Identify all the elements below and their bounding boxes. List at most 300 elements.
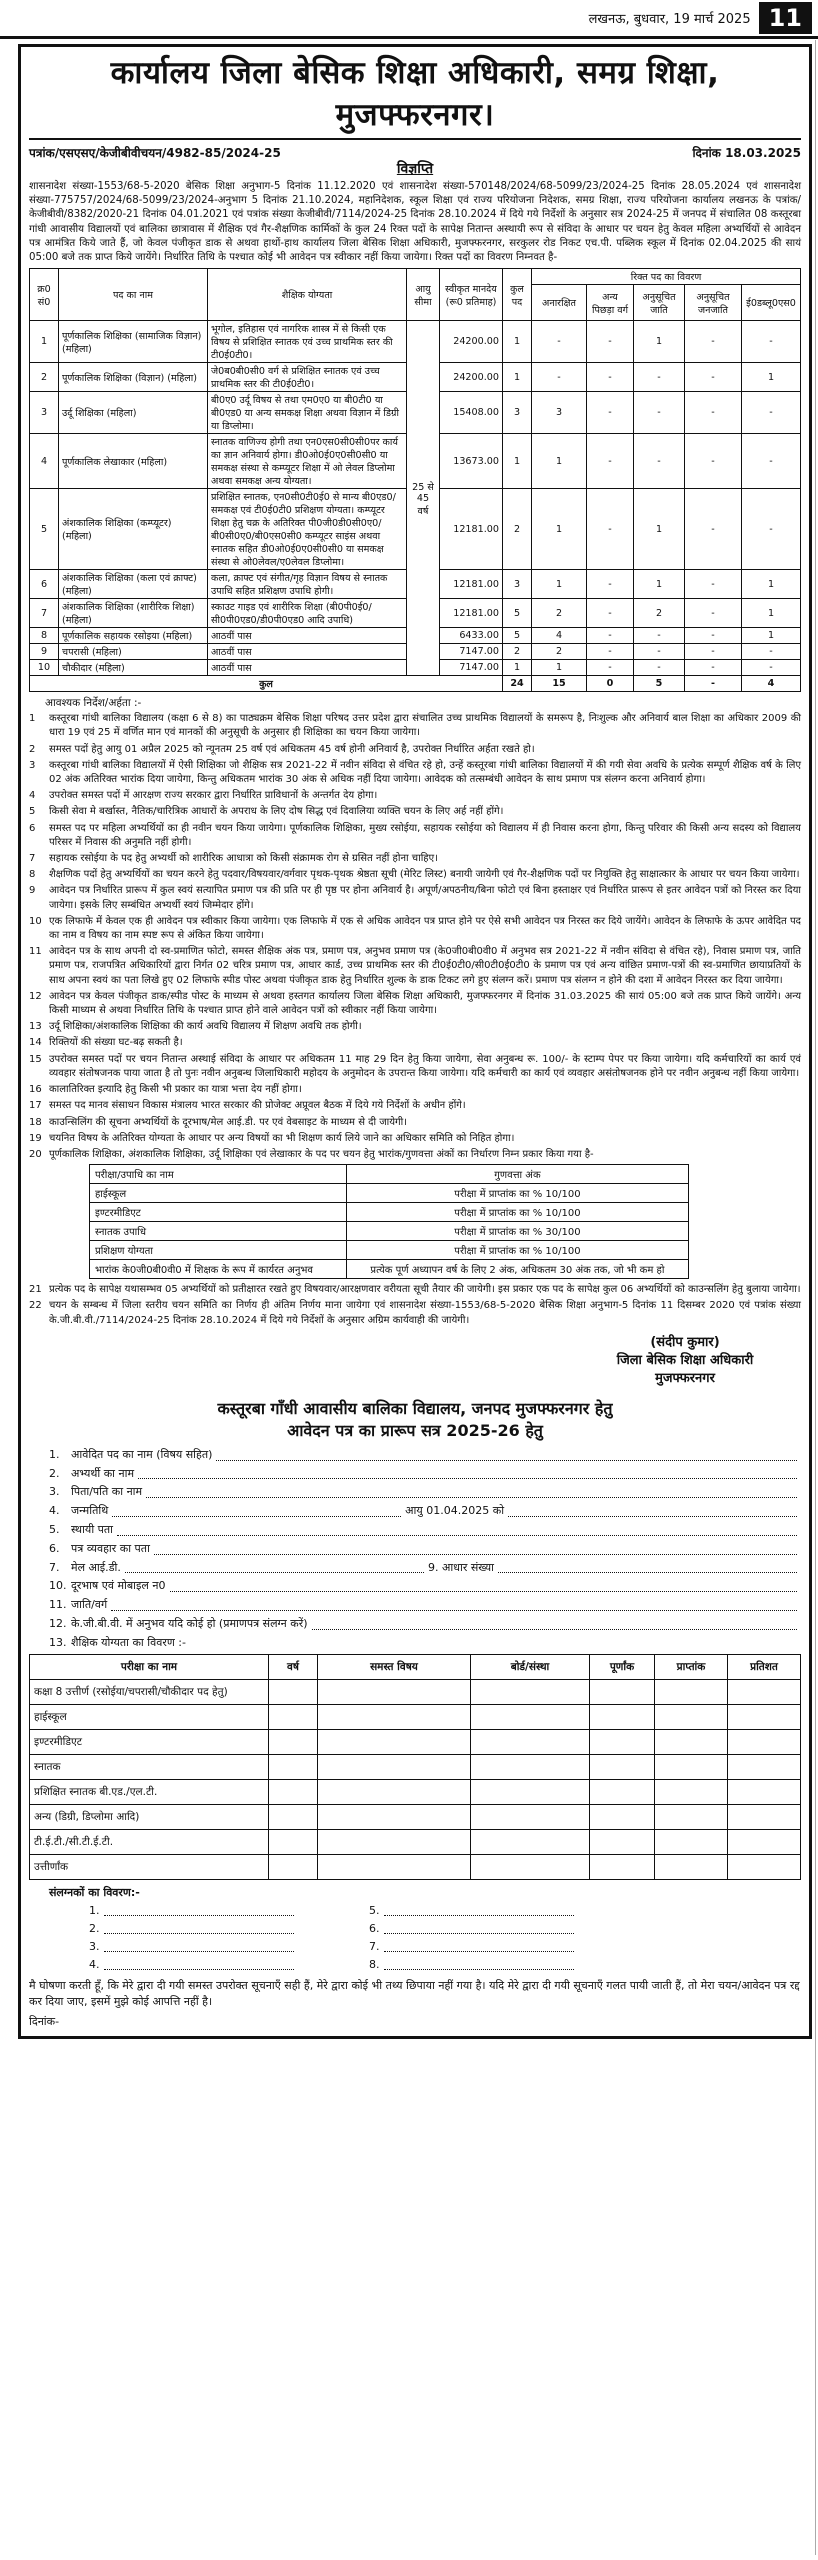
- condition-number: 1: [29, 713, 36, 725]
- form-field: [49, 1559, 801, 1578]
- vacancy-cell-qual: आठवीं पास: [208, 628, 407, 644]
- qual-blank-cell[interactable]: [728, 1780, 801, 1805]
- attachment-blank[interactable]: [104, 1956, 294, 1970]
- vacancy-cell-ews: 1: [742, 599, 801, 628]
- vacancy-cell-qual: आठवीं पास: [208, 660, 407, 676]
- condition-text: चयन के सम्बन्ध में जिला स्तरीय चयन समिति का निर्णय ही अंतिम निर्णय माना जायेगा एवं शासनादेश संख्या-1553/68-5-2020 बेसिक शिक्षा अनुभाग-5 दिनांक 11 दिसम्बर 2020 एवं पत्रांक संख्या के.जी.बी.वी./7114/2024-25 दिनांक 28.10.2024 में दिये गये निर्देशों के अनुसार अग्रिम कार्यवाही की जायेगी।: [49, 1300, 801, 1326]
- vacancy-total-st: -: [685, 676, 742, 692]
- attachment-blank[interactable]: [104, 1920, 294, 1934]
- form-field-blank[interactable]: [112, 1502, 401, 1517]
- vacancy-cell-obc: -: [587, 660, 634, 676]
- form-field-number: 6.: [49, 1541, 60, 1555]
- qual-blank-cell[interactable]: [728, 1730, 801, 1755]
- condition-item: [29, 1116, 801, 1130]
- qual-blank-cell[interactable]: [728, 1680, 801, 1705]
- qual-blank-cell[interactable]: [655, 1780, 728, 1805]
- condition-item: [29, 743, 801, 757]
- qual-blank-cell[interactable]: [318, 1705, 471, 1730]
- qual-blank-cell[interactable]: [269, 1780, 318, 1805]
- vacancy-cell-st: -: [685, 660, 742, 676]
- qual-blank-cell[interactable]: [655, 1705, 728, 1730]
- condition-number: 2: [29, 743, 36, 755]
- condition-item: [29, 759, 801, 787]
- qual-row: [30, 1680, 801, 1705]
- weightage-table: [89, 1164, 689, 1279]
- vacancy-cell-sno: 7: [30, 599, 59, 628]
- form-field: [49, 1615, 801, 1634]
- condition-number: 6: [29, 822, 36, 834]
- form-field-blank[interactable]: [216, 1446, 797, 1461]
- col-st: अनुसूचित जनजाति: [685, 285, 742, 321]
- notice-date: दिनांक 18.03.2025: [692, 146, 801, 160]
- vacancy-cell-sc: 2: [634, 599, 685, 628]
- vacancy-cell-honor: 24200.00: [440, 363, 503, 392]
- form-field-extra-label: 9. आधार संख्या: [427, 1560, 494, 1574]
- form-field-label: जन्मतिथि: [71, 1504, 109, 1518]
- vacancy-cell-sc: -: [634, 660, 685, 676]
- qual-exam-name: टी.ई.टी./सी.टी.ई.टी.: [30, 1830, 269, 1855]
- vacancy-cell-honor: 13673.00: [440, 434, 503, 489]
- vacancy-cell-total: 1: [503, 434, 532, 489]
- qual-blank-cell[interactable]: [318, 1730, 471, 1755]
- qual-blank-cell[interactable]: [318, 1680, 471, 1705]
- vacancy-cell-post: पूर्णकालिक शिक्षिका (सामाजिक विज्ञान) (महिला): [59, 321, 208, 363]
- condition-number: 12: [29, 990, 42, 1002]
- vacancy-total-label: कुल: [30, 676, 503, 692]
- qual-blank-cell[interactable]: [728, 1830, 801, 1855]
- vacancy-cell-total: 3: [503, 570, 532, 599]
- weight-col-marks: गुणवत्ता अंक: [346, 1165, 688, 1184]
- vacancy-cell-post: चौकीदार (महिला): [59, 660, 208, 676]
- qual-exam-name: कक्षा 8 उत्तीर्ण (रसोईया/चपरासी/चौकीदार पद हेतु): [30, 1680, 269, 1705]
- vacancy-cell-honor: 12181.00: [440, 599, 503, 628]
- qual-blank-cell[interactable]: [655, 1830, 728, 1855]
- condition-number: 10: [29, 915, 42, 927]
- vacancy-cell-obc: -: [587, 599, 634, 628]
- qual-blank-cell[interactable]: [471, 1755, 590, 1780]
- vacancy-cell-st: -: [685, 434, 742, 489]
- qual-blank-cell[interactable]: [590, 1755, 655, 1780]
- condition-number: 9: [29, 885, 36, 897]
- condition-text: काउन्सिलिंग की सूचना अभ्यर्थियों के दूरभाष/मेल आई.डी. पर एवं वेबसाइट के माध्यम से दी जायेगी।: [49, 1116, 408, 1128]
- qual-blank-cell[interactable]: [318, 1805, 471, 1830]
- qual-blank-cell[interactable]: [590, 1855, 655, 1880]
- weight-row: [90, 1184, 689, 1203]
- vacancy-cell-honor: 6433.00: [440, 628, 503, 644]
- qual-exam-name: स्नातक: [30, 1755, 269, 1780]
- qual-exam-name: इण्टरमीडिएट: [30, 1730, 269, 1755]
- qual-row: [30, 1805, 801, 1830]
- form-field-blank[interactable]: [111, 1596, 797, 1611]
- form-field-label: पत्र व्यवहार का पता: [71, 1541, 150, 1555]
- attachment-blank[interactable]: [384, 1902, 574, 1916]
- vacancy-cell-honor: 7147.00: [440, 660, 503, 676]
- condition-text: समस्त पद पर महिला अभ्यर्थियों का ही नवीन चयन किया जायेगा। पूर्णकालिक शिक्षिका, मुख्य रसोईया, सहायक रसोईया को विद्यालय में ही निवास करना होगा, किन्तु परिवार की किसी अन्य सदस्य को विद्यालय परिसर में निवास की अनुमति नहीं होगी।: [49, 822, 801, 848]
- vacancy-cell-post: पूर्णकालिक सहायक रसोइया (महिला): [59, 628, 208, 644]
- vacancy-cell-qual: स्काउट गाइड एवं शारीरिक शिक्षा (बी0पी0ई0/सी0पी0एड0/डी0पी0एड0 आदि उपाधि): [208, 599, 407, 628]
- signatory-designation: जिला बेसिक शिक्षा अधिकारी: [616, 1352, 754, 1368]
- weight-row: [90, 1241, 689, 1260]
- condition-number: 8: [29, 869, 36, 881]
- vacancy-total-total: 24: [503, 676, 532, 692]
- vacancy-total-row: [30, 676, 801, 692]
- col-sno: क्र0 सं0: [30, 269, 59, 321]
- vacancy-cell-honor: 15408.00: [440, 392, 503, 434]
- form-field-blank[interactable]: [125, 1559, 424, 1574]
- condition-text: कालातिरिक्त इत्यादि हेतु किसी भी प्रकार का यात्रा भत्ता देय नहीं होगा।: [49, 1084, 302, 1096]
- vacancy-cell-ews: -: [742, 392, 801, 434]
- recruitment-notice: [18, 44, 812, 2039]
- vacancy-cell-ews: -: [742, 434, 801, 489]
- weight-exam: इण्टरमीडिएट: [90, 1203, 347, 1222]
- vacancy-cell-obc: -: [587, 321, 634, 363]
- attachment-line: [369, 1902, 649, 1920]
- vacancy-cell-sc: 1: [634, 489, 685, 570]
- vacancy-cell-total: 1: [503, 660, 532, 676]
- condition-number: 19: [29, 1132, 42, 1144]
- qual-blank-cell[interactable]: [471, 1780, 590, 1805]
- weight-row: [90, 1203, 689, 1222]
- vacancy-cell-ews: -: [742, 489, 801, 570]
- qual-blank-cell[interactable]: [590, 1730, 655, 1755]
- qual-exam-name: प्रशिक्षित स्नातक बी.एड./एल.टी.: [30, 1780, 269, 1805]
- attachment-line: [89, 1902, 369, 1920]
- form-field: [49, 1465, 801, 1484]
- form-field-blank[interactable]: [508, 1502, 797, 1517]
- condition-number: 16: [29, 1084, 42, 1096]
- qual-header: बोर्ड/संस्था: [471, 1655, 590, 1680]
- qual-blank-cell[interactable]: [655, 1805, 728, 1830]
- qual-exam-name: हाईस्कूल: [30, 1705, 269, 1730]
- vacancy-cell-honor: 12181.00: [440, 570, 503, 599]
- qual-blank-cell[interactable]: [471, 1730, 590, 1755]
- qual-blank-cell[interactable]: [269, 1680, 318, 1705]
- attachment-blank[interactable]: [384, 1938, 574, 1952]
- form-field-extra-label: आयु 01.04.2025 को: [405, 1504, 505, 1518]
- qual-blank-cell[interactable]: [728, 1705, 801, 1730]
- vacancy-cell-st: -: [685, 489, 742, 570]
- form-field-blank[interactable]: [117, 1521, 797, 1536]
- condition-item: [29, 1283, 801, 1297]
- conditions-list: [29, 712, 801, 1162]
- qual-blank-cell[interactable]: [655, 1755, 728, 1780]
- form-field: [49, 1521, 801, 1540]
- vacancy-cell-sno: 2: [30, 363, 59, 392]
- form-field-label: मेल आई.डी.: [71, 1560, 121, 1574]
- attachment-number: 3.: [89, 1940, 100, 1954]
- vacancy-cell-sno: 8: [30, 628, 59, 644]
- vacancy-cell-qual: कला, क्राफ्ट एवं संगीत/गृह विज्ञान विषय से स्नातक उपाधि सहित प्रशिक्षण उपाधि होगी।: [208, 570, 407, 599]
- attachment-line: [89, 1956, 369, 1974]
- form-field: [49, 1446, 801, 1465]
- qual-blank-cell[interactable]: [471, 1680, 590, 1705]
- attachment-blank[interactable]: [384, 1920, 574, 1934]
- vacancy-cell-ews: 1: [742, 570, 801, 599]
- vacancy-cell-sc: 1: [634, 321, 685, 363]
- qualification-table: [29, 1654, 801, 1880]
- vacancy-cell-honor: 24200.00: [440, 321, 503, 363]
- form-field-number: 12.: [49, 1616, 67, 1630]
- condition-text: आवेदन पत्र केवल पंजीकृत डाक/स्पीड पोस्ट के माध्यम से अथवा हस्तगत कार्यालय जिला बेसिक शिक्षा अधिकारी, मुजफ्फरनगर में दिनांक 31.03.2025 की सायं 05:00 बजे तक प्राप्त किये जायेंगे। अन्य किसी माध्यम से अथवा निर्धारित तिथि के पश्चात प्राप्त होने वाले आवेदन पत्रों को स्वीकार नहीं किया जायेगा।: [49, 990, 801, 1017]
- date-label: दिनांक-: [29, 2015, 60, 2029]
- form-field: [49, 1540, 801, 1559]
- vacancy-cell-ur: 1: [532, 489, 587, 570]
- qual-header: पूर्णांक: [590, 1655, 655, 1680]
- condition-text: कस्तूरबा गांधी बालिका विद्यालय (कक्षा 6 से 8) का पाठ्यक्रम बेसिक शिक्षा परिषद उत्तर प्रदेश द्वारा संचालित उच्च प्राथमिक विद्यालयों के समरूप है, निःशुल्क और अनिवार्य बाल शिक्षा का अधिकार 2009 की धारा 19 एवं 25 में वर्णित मान एवं मानकों की अनुसूची के अनुसार ही शिक्षिका का चयन किया जायेगा।: [49, 713, 801, 739]
- qual-blank-cell[interactable]: [269, 1730, 318, 1755]
- attachment-blank[interactable]: [104, 1938, 294, 1952]
- attachment-number: 6.: [369, 1922, 380, 1936]
- form-field-blank[interactable]: [138, 1465, 797, 1480]
- vacancy-cell-sno: 3: [30, 392, 59, 434]
- notice-title: कार्यालय जिला बेसिक शिक्षा अधिकारी, समग्र शिक्षा, मुजफ्फरनगर।: [29, 51, 801, 140]
- notice-intro: शासनादेश संख्या-1553/68-5-2020 बेसिक शिक्षा अनुभाग-5 दिनांक 11.12.2020 एवं शासनादेश संख्या-570148/2024/68-5099/23/2024-25 दिनांक 28.05.2024 एवं शासनादेश संख्या-775757/2024/68-5099/23/2024-अनुभाग 5 दिनांक 21.10.2024, महानिदेशक, स्कूल शिक्षा एवं राज्य परियोजना निदेशक, समग्र शिक्षा, राज्य परियोजना कार्यालय लखनऊ के पत्रांक/केजीबीवी/8382/2020-21 दिनांक 04.01.2021 एवं पत्रांक संख्या केजीबीवी/7114/2024-25 दिनांक 28.10.2024 में दिये गये निर्देशों के अनुसार सत्र 2024-25 में जनपद में संचालित 08 कस्तूरबा गांधी आवासीय विद्यालयों एवं बालिका छात्रावास में शैक्षिक एवं गैर-शैक्षणिक कार्मिकों के कुल 24 रिक्त पदों के सापेक्ष नितान्त अस्थायी रूप से संविदा के आधार पर चयन हेतु केवल महिला अभ्यर्थियों से आवेदन पत्र आमंत्रित किये जाते हैं, जो केवल पंजीकृत डाक से अथवा हाथों-हाथ कार्यालय जिला बेसिक शिक्षा अधिकारी, मुजफ्फरनगर, सरकुलर रोड निकट एच.पी. पब्लिक स्कूल में दिनांक 02.04.2025 की सायं 05:00 बजे तक प्राप्त किये जायेंगे। निर्धारित तिथि के पश्चात कोई भी आवेदन पत्र स्वीकार नहीं किया जायेगा। रिक्त पदों का विवरण निम्नवत है-: [29, 181, 801, 264]
- form-field-number: 1.: [49, 1447, 60, 1461]
- vacancy-cell-ur: 1: [532, 660, 587, 676]
- condition-item: [29, 1020, 801, 1034]
- qual-blank-cell[interactable]: [318, 1780, 471, 1805]
- qual-blank-cell[interactable]: [655, 1680, 728, 1705]
- attachment-blank[interactable]: [384, 1956, 574, 1970]
- condition-item: [29, 868, 801, 882]
- form-field-label: के.जी.बी.वी. में अनुभव यदि कोई हो (प्रमाणपत्र संलग्न करें): [71, 1616, 308, 1630]
- attachment-line: [89, 1920, 369, 1938]
- vacancy-cell-qual: स्नातक वाणिज्य होगी तथा एन0एस0सी0सी0पर कार्य का ज्ञान अनिवार्य होगा। डी0ओ0ई0ए0सी0सी0 या समकक्ष संस्था से कम्प्यूटर शिक्षा में ओ लेवल डिप्लोमा अथवा समकक्ष अन्य योग्यता।: [208, 434, 407, 489]
- vacancy-cell-st: -: [685, 570, 742, 599]
- vacancy-cell-obc: -: [587, 363, 634, 392]
- form-title-line2: आवेदन पत्र का प्रारूप सत्र 2025-26 हेतु: [287, 1420, 543, 1440]
- qual-blank-cell[interactable]: [655, 1730, 728, 1755]
- condition-text: चयनित विषय के अतिरिक्त योग्यता के आधार पर अन्य विषयों का भी शिक्षण कार्य लिये जाने का अधिकार समिति को निहित होगा।: [49, 1132, 515, 1144]
- qual-header: प्रतिशत: [728, 1655, 801, 1680]
- condition-item: [29, 990, 801, 1018]
- vacancy-cell-honor: 7147.00: [440, 644, 503, 660]
- condition-number: 22: [29, 1300, 42, 1312]
- attachment-line: [369, 1956, 649, 1974]
- condition-text: किसी सेवा मे बर्खास्त, नैतिक/चारित्रिक आधारों के अपराध के लिए दोष सिद्ध एवं दिवालिया व्यक्ति चयन के लिए अर्ह नहीं होंगे।: [49, 806, 504, 818]
- qual-blank-cell[interactable]: [590, 1805, 655, 1830]
- qual-header: समस्त विषय: [318, 1655, 471, 1680]
- vacancy-cell-post: अंशकालिक शिक्षिका (कला एवं क्राफ्ट) (महिला): [59, 570, 208, 599]
- weight-marks: परीक्षा में प्राप्तांक का % 10/100: [346, 1241, 688, 1260]
- signatory-name: (संदीप कुमार): [650, 1334, 720, 1350]
- vacancy-cell-ur: 3: [532, 392, 587, 434]
- form-field-label: पिता/पति का नाम: [71, 1485, 143, 1499]
- condition-number: 17: [29, 1100, 42, 1112]
- qual-blank-cell[interactable]: [269, 1830, 318, 1855]
- vacancy-cell-sc: -: [634, 628, 685, 644]
- condition-text: शैक्षणिक पदों हेतु अभ्यर्थियों का चयन करने हेतु पदवार/विषयवार/वर्गवार पृथक-पृथक श्रेष्ठता सूची (मेरिट लिस्ट) बनायी जायेगी एवं गैर-शैक्षणिक पदों पर नियुक्ति हेतु साक्षात्कार के आधार पर चयन किया जायेगा।: [49, 869, 800, 881]
- condition-number: 15: [29, 1053, 42, 1065]
- form-field-label: स्थायी पता: [71, 1522, 114, 1536]
- vacancy-cell-ews: -: [742, 644, 801, 660]
- weight-exam: हाईस्कूल: [90, 1184, 347, 1203]
- vacancy-cell-sno: 5: [30, 489, 59, 570]
- condition-item: [29, 1132, 801, 1146]
- qual-blank-cell[interactable]: [269, 1755, 318, 1780]
- vacancy-cell-ews: 1: [742, 628, 801, 644]
- vacancy-cell-st: -: [685, 628, 742, 644]
- attachment-number: 1.: [89, 1904, 100, 1918]
- issue-date: लखनऊ, बुधवार, 19 मार्च 2025: [588, 12, 751, 27]
- vacancy-cell-post: चपरासी (महिला): [59, 644, 208, 660]
- condition-item: [29, 1083, 801, 1097]
- weight-row: [90, 1260, 689, 1279]
- condition-number: 7: [29, 853, 36, 865]
- qual-blank-cell[interactable]: [590, 1780, 655, 1805]
- vacancy-cell-total: 3: [503, 392, 532, 434]
- weight-exam: स्नातक उपाधि: [90, 1222, 347, 1241]
- qual-blank-cell[interactable]: [590, 1680, 655, 1705]
- attachments-section: [49, 1884, 801, 1974]
- qual-blank-cell[interactable]: [728, 1805, 801, 1830]
- condition-number: 18: [29, 1116, 42, 1128]
- vacancy-cell-sc: 1: [634, 570, 685, 599]
- form-field: [49, 1634, 801, 1653]
- condition-number: 13: [29, 1021, 42, 1033]
- condition-item: [29, 1148, 801, 1162]
- declaration: मै घोषणा करती हूँ, कि मेरे द्वारा दी गयी समस्त उपरोक्त सूचनाएँ सही हैं, मेरे द्वारा कोई भी तथ्य छिपाया नहीं गया है। यदि मेरे द्वारा दी गयी सूचनाएँ गलत पायी जाती हैं, तो मेरा चयन/आवेदन पत्र रद्द कर दिया जाए, इसमें मुझे कोई आपत्ति नहीं है।: [29, 1979, 800, 2009]
- qual-row: [30, 1830, 801, 1855]
- condition-number: 14: [29, 1037, 42, 1049]
- qual-row: [30, 1705, 801, 1730]
- col-sc: अनुसूचित जाति: [634, 285, 685, 321]
- qual-blank-cell[interactable]: [471, 1855, 590, 1880]
- vacancy-cell-ur: 4: [532, 628, 587, 644]
- vacancy-cell-post: अंशकालिक शिक्षिका (कम्प्यूटर) (महिला): [59, 489, 208, 570]
- form-title-line1: कस्तूरबा गाँधी आवासीय बालिका विद्यालय, जनपद मुजफ्फरनगर हेतु: [217, 1398, 613, 1418]
- condition-item: [29, 789, 801, 803]
- condition-number: 21: [29, 1284, 42, 1296]
- qual-blank-cell[interactable]: [318, 1855, 471, 1880]
- condition-text: आवेदन पत्र के साथ अपनी दो स्व-प्रमाणित फोटो, समस्त शैक्षिक अंक पत्र, प्रमाण पत्र, अनुभव प्रमाण पत्र (के0जी0बी0वी0 में अनुभव सत्र 2021-22 में नवीन संविदा से वंचित रहे), निवास प्रमाण पत्र, जाति प्रमाण पत्र, राजपत्रित अधिकारियों द्वारा निर्गत 02 चरित्र प्रमाण पत्र, आधार कार्ड, उच्च प्राथमिक स्तर की टी0ई0टी0/सी0टी0ई0टी0 के प्रमाण पत्र एवं अन्य वांछित प्रमाण-पत्रों की स्व-प्रमाणित छायाप्रतियों के साथ अपना स्वयं का पता लिखे हुए 02 लिफाफे स्पीड पोस्ट अथवा पंजीकृत डाक हेतु निर्धारित शुल्क के डाक टिकट लगे हुए संलग्न करें। प्रमाण पत्र संलग्न न होने की दशा में आवेदन निरस्त कर दिया जायेगा।: [49, 946, 801, 986]
- weight-marks: प्रत्येक पूर्ण अध्यापन वर्ष के लिए 2 अंक, अधिकतम 30 अंक तक, जो भी कम हो: [346, 1260, 688, 1279]
- attachment-blank[interactable]: [104, 1902, 294, 1916]
- condition-number: 11: [29, 946, 42, 958]
- qual-blank-cell[interactable]: [728, 1755, 801, 1780]
- col-honorarium: स्वीकृत मानदेय (रू0 प्रतिमाह): [440, 269, 503, 321]
- vacancy-cell-qual: प्रशिक्षित स्नातक, एन0सी0टी0ई0 से मान्य बी0एड0/समकक्ष एवं टी0ई0टी0 प्रशिक्षण योग्यता। कम्प्यूटर शिक्षा हेतु चक्र के अतिरिक्त पी0जी0डी0सी0ए0/बी0सी0ए0/बी0एस0सी0 कम्प्यूटर साइंस अथवा स्नातक सहित डी0ओ0ई0ए0सी0सी0 या समकक्ष संस्था से ओ0लेवल/ए0लेवल डिप्लोमा।: [208, 489, 407, 570]
- form-field-number: 7.: [49, 1560, 60, 1574]
- vacancy-cell-ews: 1: [742, 363, 801, 392]
- qual-header: परीक्षा का नाम: [30, 1655, 269, 1680]
- qual-blank-cell[interactable]: [655, 1855, 728, 1880]
- weight-marks: परीक्षा में प्राप्तांक का % 10/100: [346, 1184, 688, 1203]
- qual-blank-cell[interactable]: [269, 1855, 318, 1880]
- form-field-label: दूरभाष एवं मोबाइल न0: [71, 1579, 166, 1593]
- form-field-label: अभ्यर्थी का नाम: [71, 1466, 135, 1480]
- col-unreserved: अनारक्षित: [532, 285, 587, 321]
- condition-text: उपरोक्त समस्त पदों में आरक्षण राज्य सरकार द्वारा निर्धारित प्राविधानों के अन्तर्गत देय होगा।: [49, 790, 378, 802]
- form-field-blank[interactable]: [154, 1540, 797, 1555]
- col-obc: अन्य पिछड़ा वर्ग: [587, 285, 634, 321]
- form-field-blank[interactable]: [498, 1559, 797, 1574]
- condition-text: एक लिफाफे में केवल एक ही आवेदन पत्र स्वीकार किया जायेगा। एक लिफाफे में एक से अधिक आवेदन पत्र प्राप्त होने पर ऐसे सभी आवेदन पत्र निरस्त कर दिये जायेंगे। आवेदन के लिफाफे के ऊपर आवेदित पद का नाम व विषय का नाम स्पष्ट रूप से अंकित किया जायेगा।: [49, 915, 801, 942]
- form-field-blank[interactable]: [170, 1577, 798, 1592]
- qual-blank-cell[interactable]: [590, 1705, 655, 1730]
- vacancy-cell-total: 5: [503, 628, 532, 644]
- qual-blank-cell[interactable]: [269, 1705, 318, 1730]
- qual-row: [30, 1730, 801, 1755]
- vacancy-cell-honor: 12181.00: [440, 489, 503, 570]
- condition-text: कस्तूरबा गांधी बालिका विद्यालयों में ऐसी शिक्षिका जो शैक्षिक सत्र 2021-22 में नवीन संविदा से वंचित रहे हो, उन्हें कस्तूरबा गांधी बालिका विद्यालयों में की गयी सेवा अवधि के प्रत्येक सम्पूर्ण शैक्षिक वर्ष के लिए 02 अंक अतिरिक्त भारांक दिया जायेगा, किन्तु अधिकतम भारांक 30 अंक से अधिक नहीं दिया जायेगा। आवेदक को तत्सम्बंधी आवेदन के साथ प्रमाण पत्र संलग्न करना अनिवार्य होगा।: [49, 759, 801, 786]
- conditions-after-list: [29, 1283, 801, 1328]
- form-field-blank[interactable]: [312, 1615, 798, 1630]
- weight-marks: परीक्षा में प्राप्तांक का % 30/100: [346, 1222, 688, 1241]
- qual-blank-cell[interactable]: [471, 1805, 590, 1830]
- col-age: आयु सीमा: [407, 269, 440, 321]
- attachment-line: [369, 1938, 649, 1956]
- qual-blank-cell[interactable]: [471, 1705, 590, 1730]
- form-field: [49, 1502, 801, 1521]
- vacancy-cell-sno: 1: [30, 321, 59, 363]
- form-field-number: 10.: [49, 1579, 67, 1593]
- vacancy-cell-obc: -: [587, 489, 634, 570]
- condition-item: [29, 1299, 801, 1327]
- vacancy-cell-post: अंशकालिक शिक्षिका (शारीरिक शिक्षा) (महिला): [59, 599, 208, 628]
- vacancy-total-ews: 4: [742, 676, 801, 692]
- vacancy-cell-post: पूर्णकालिक शिक्षिका (विज्ञान) (महिला): [59, 363, 208, 392]
- qual-row: [30, 1855, 801, 1880]
- vacancy-cell-st: -: [685, 599, 742, 628]
- vacancy-cell-total: 1: [503, 363, 532, 392]
- condition-item: [29, 1036, 801, 1050]
- condition-number: 4: [29, 790, 36, 802]
- condition-text: आवेदन पत्र निर्धारित प्रारूप में कुल स्वयं सत्यापित प्रमाण पत्र की प्रति पर ही पृष्ठ पर होना अनिवार्य है। अपूर्ण/अपठनीय/बिना फोटो एवं बिना हस्ताक्षर एवं निर्धारित प्रारूप से इतर आवेदन पत्रों को निरस्त कर दिया जायेगा। इसके लिए सम्बंधित अभ्यर्थी स्वयं जिम्मेदार होंगे।: [49, 885, 801, 911]
- weight-col-exam: परीक्षा/उपाधि का नाम: [90, 1165, 347, 1184]
- form-field: [49, 1483, 801, 1502]
- form-field-blank[interactable]: [146, 1483, 797, 1498]
- condition-item: [29, 712, 801, 740]
- vacancy-cell-age: 25 से 45 वर्ष: [407, 321, 440, 676]
- page-number: 11: [759, 2, 812, 34]
- vacancy-cell-sno: 10: [30, 660, 59, 676]
- qual-blank-cell[interactable]: [590, 1830, 655, 1855]
- condition-item: [29, 884, 801, 912]
- qual-blank-cell[interactable]: [269, 1805, 318, 1830]
- condition-text: रिक्तियों की संख्या घट-बढ़ सकती है।: [49, 1037, 183, 1049]
- vigyapti-heading: विज्ञप्ति: [396, 161, 434, 177]
- vacancy-cell-qual: जे0ब0बी0सी0 वर्ग से प्रशिक्षित स्नातक एवं उच्च प्राथमिक स्तर की टी0ई0टी0।: [208, 363, 407, 392]
- qual-blank-cell[interactable]: [318, 1830, 471, 1855]
- vacancy-cell-ur: 2: [532, 644, 587, 660]
- vacancy-cell-sc: -: [634, 644, 685, 660]
- form-field: [49, 1577, 801, 1596]
- weight-exam: भारांक के0जी0बी0वी0 में शिक्षक के रूप में कार्यरत अनुभव: [90, 1260, 347, 1279]
- attachment-number: 7.: [369, 1940, 380, 1954]
- qual-blank-cell[interactable]: [471, 1830, 590, 1855]
- condition-number: 5: [29, 806, 36, 818]
- condition-item: [29, 915, 801, 943]
- vacancy-row: [30, 321, 801, 363]
- qual-exam-name: अन्य (डिग्री, डिप्लोमा आदि): [30, 1805, 269, 1830]
- vacancy-total-obc: 0: [587, 676, 634, 692]
- form-field-number: 2.: [49, 1466, 60, 1480]
- form-field-number: 5.: [49, 1522, 60, 1536]
- vacancy-cell-obc: -: [587, 434, 634, 489]
- col-qualification: शैक्षिक योग्यता: [208, 269, 407, 321]
- vacancy-cell-obc: -: [587, 628, 634, 644]
- weight-row: [90, 1222, 689, 1241]
- form-field-number: 11.: [49, 1598, 67, 1612]
- form-field-label: आवेदित पद का नाम (विषय सहित): [71, 1447, 213, 1461]
- qual-blank-cell[interactable]: [318, 1755, 471, 1780]
- qual-blank-cell[interactable]: [728, 1855, 801, 1880]
- vacancy-cell-sc: -: [634, 363, 685, 392]
- vacancy-cell-sc: -: [634, 434, 685, 489]
- vacancy-cell-ews: -: [742, 660, 801, 676]
- attachment-number: 8.: [369, 1958, 380, 1972]
